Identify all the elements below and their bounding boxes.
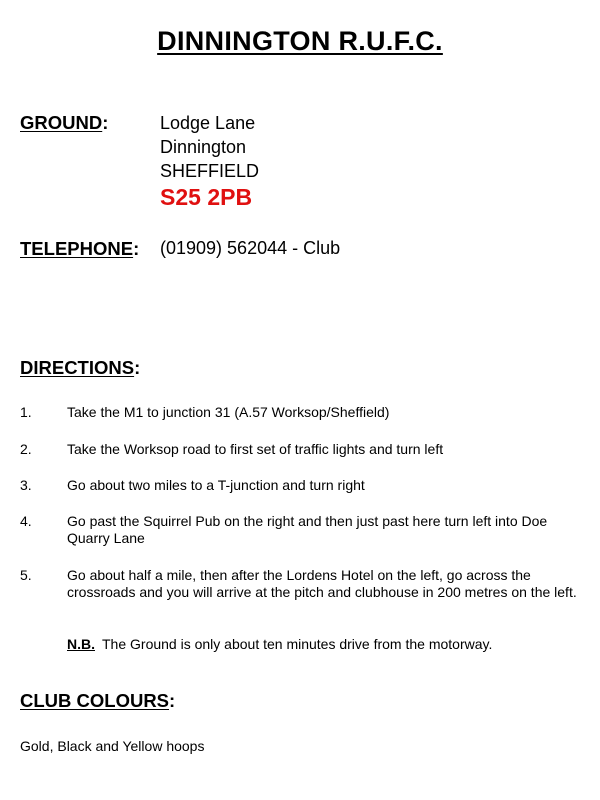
address-line-2: Dinnington xyxy=(160,137,247,157)
page-title xyxy=(0,26,600,57)
step-number: 2. xyxy=(20,441,32,457)
ground-label: GROUND xyxy=(20,112,103,133)
address-line-1: Lodge Lane xyxy=(160,113,256,133)
club-colours-heading xyxy=(20,690,175,712)
step-number: 3. xyxy=(20,477,32,493)
step-text: Take the Worksop road to first set of traffic lights and turn left xyxy=(67,441,444,457)
address-line-3: SHEFFIELD xyxy=(160,161,260,181)
directions-heading xyxy=(20,357,140,379)
directions-label: DIRECTIONS xyxy=(20,357,135,378)
directions-colon: : xyxy=(134,357,141,378)
step-number: 4. xyxy=(20,513,32,529)
note-label: N.B. xyxy=(67,636,95,652)
club-colours-value: Gold, Black and Yellow hoops xyxy=(20,738,205,754)
note-text: The Ground is only about ten minutes drive from the motorway. xyxy=(102,636,493,652)
telephone-heading xyxy=(20,238,139,260)
telephone-number: (01909) 562044 - Club xyxy=(160,238,341,258)
step-text: Take the M1 to junction 31 (A.57 Worksop/Sheffield) xyxy=(67,404,390,420)
step-text: Go past the Squirrel Pub on the right and then just past here turn left into Doe Quarry Lane xyxy=(67,513,548,546)
club-colours-label: CLUB COLOURS xyxy=(20,690,170,711)
club-name: DINNINGTON R.U.F.C. xyxy=(157,26,443,56)
club-colours-colon: : xyxy=(169,690,176,711)
telephone-colon: : xyxy=(133,238,140,259)
ground-heading xyxy=(20,112,108,134)
note xyxy=(67,636,492,652)
postcode: S25 2PB xyxy=(160,184,253,210)
step-text: Go about two miles to a T-junction and turn right xyxy=(67,477,365,493)
step-text: Go about half a mile, then after the Lordens Hotel on the left, go across the crossroads and you will arrive at the pitch and clubhouse in 200 metres on the left. xyxy=(67,567,577,600)
ground-colon: : xyxy=(102,112,109,133)
telephone-label: TELEPHONE xyxy=(20,238,134,259)
step-number: 1. xyxy=(20,404,32,420)
step-number: 5. xyxy=(20,567,32,583)
